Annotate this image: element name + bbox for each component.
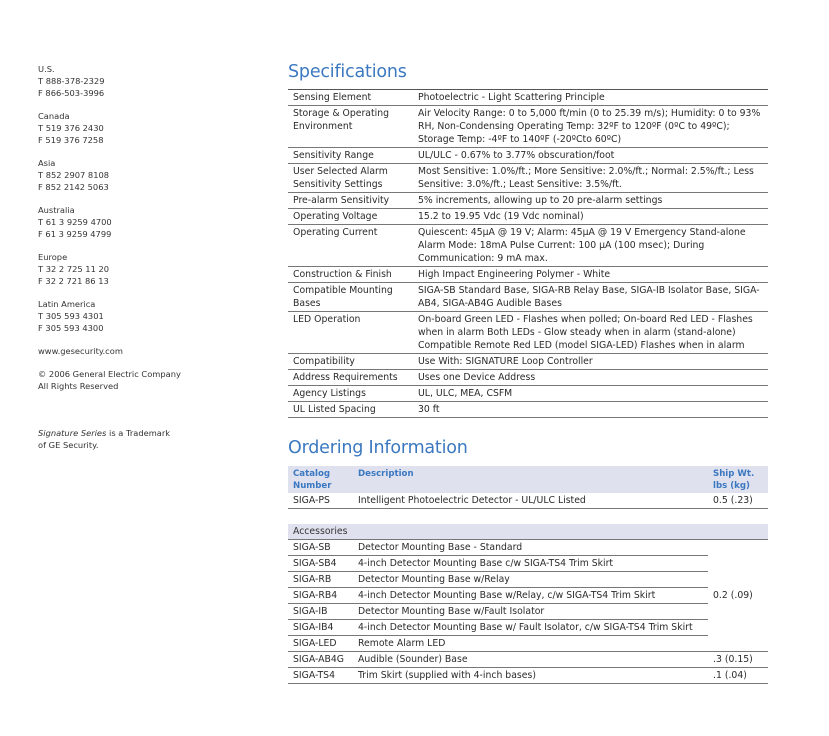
contact-phone: T 888-378-2329: [38, 76, 105, 86]
catalog-number: SIGA-IB: [288, 604, 353, 620]
spec-row: [288, 402, 768, 418]
accessory-row: [288, 652, 768, 668]
spec-value: 30 ft: [413, 402, 768, 418]
shared-ship-weight: 0.2 (.09): [708, 540, 768, 652]
contact-block: [38, 157, 208, 193]
spec-value: UL/ULC - 0.67% to 3.77% obscuration/foot: [413, 148, 768, 164]
spec-value: Air Velocity Range: 0 to 5,000 ft/min (0 to 25.39 m/s); Humidity: 0 to 93% RH, Non-Condensing Operating Temp: 32ºF to 120ºF (0ºC to 49ºC); Storage Temp: -4ºF to 140ºF (-20ºCto 60ºC): [413, 106, 768, 148]
contact-region: Europe: [38, 252, 68, 262]
spec-row: [288, 370, 768, 386]
accessory-row: [288, 556, 768, 572]
spec-label: User Selected Alarm Sensitivity Settings: [288, 164, 413, 193]
catalog-number: SIGA-SB4: [288, 556, 353, 572]
contact-sidebar: [38, 63, 208, 462]
contact-phone: T 852 2907 8108: [38, 170, 110, 180]
spec-label: LED Operation: [288, 312, 413, 354]
catalog-number: SIGA-PS: [288, 493, 353, 509]
trademark-name: Signature Series: [38, 428, 107, 438]
table-row: [288, 493, 768, 509]
description: Detector Mounting Base - Standard: [353, 540, 708, 556]
spec-label: Operating Voltage: [288, 209, 413, 225]
catalog-number: SIGA-LED: [288, 636, 353, 652]
accessory-row: [288, 636, 768, 652]
spec-value: Use With: SIGNATURE Loop Controller: [413, 354, 768, 370]
contact-block: [38, 110, 208, 146]
catalog-number: SIGA-IB4: [288, 620, 353, 636]
spec-value: 5% increments, allowing up to 20 pre-alarm settings: [413, 193, 768, 209]
spec-row: [288, 225, 768, 267]
ordering-header-row: [288, 466, 768, 493]
catalog-header-line2: Number: [293, 481, 332, 491]
ordering-table: [288, 466, 768, 684]
accessory-row: [288, 572, 768, 588]
description: Audible (Sounder) Base: [353, 652, 708, 668]
accessory-row: [288, 668, 768, 684]
spec-label: Compatibility: [288, 354, 413, 370]
contact-region: Latin America: [38, 299, 96, 309]
spec-label: Address Requirements: [288, 370, 413, 386]
website-link[interactable]: www.gesecurity.com: [38, 346, 123, 356]
weight-header-line1: Ship Wt.: [713, 469, 755, 479]
spec-value: Most Sensitive: 1.0%/ft.; More Sensitive: 2.0%/ft.; Normal: 2.5%/ft.; Less Sensitive: 3.0%/ft.; Least Sensitive: 3.5%/ft.: [413, 164, 768, 193]
contact-region: Asia: [38, 158, 56, 168]
catalog-number: SIGA-SB: [288, 540, 353, 556]
ship-weight: .3 (0.15): [708, 652, 768, 668]
accessory-row: [288, 540, 768, 556]
description: Detector Mounting Base w/Relay: [353, 572, 708, 588]
accessory-row: [288, 604, 768, 620]
contact-region: Australia: [38, 205, 75, 215]
spec-label: Sensitivity Range: [288, 148, 413, 164]
description: 4-inch Detector Mounting Base c/w SIGA-TS4 Trim Skirt: [353, 556, 708, 572]
description: Intelligent Photoelectric Detector - UL/ULC Listed: [353, 493, 708, 509]
catalog-number: SIGA-TS4: [288, 668, 353, 684]
contact-region: U.S.: [38, 64, 55, 74]
spec-label: Storage & Operating Environment: [288, 106, 413, 148]
spec-label: Pre-alarm Sensitivity: [288, 193, 413, 209]
contact-fax: F 519 376 7258: [38, 135, 104, 145]
spec-label: Sensing Element: [288, 90, 413, 106]
spec-row: [288, 164, 768, 193]
spec-row: [288, 193, 768, 209]
spacer: [288, 509, 768, 525]
contact-block: [38, 251, 208, 287]
trademark-note: [38, 427, 208, 451]
contact-fax: F 61 3 9259 4799: [38, 229, 112, 239]
spec-value: High Impact Engineering Polymer - White: [413, 267, 768, 283]
catalog-number: SIGA-RB4: [288, 588, 353, 604]
spec-row: [288, 90, 768, 106]
contact-fax: F 852 2142 5063: [38, 182, 109, 192]
trademark-text: is a Trademark: [106, 428, 171, 438]
description-header: Description: [353, 466, 708, 493]
spec-row: [288, 312, 768, 354]
accessories-label: Accessories: [288, 524, 768, 540]
spec-value: Photoelectric - Light Scattering Principle: [413, 90, 768, 106]
spec-row: [288, 283, 768, 312]
contact-fax: F 32 2 721 86 13: [38, 276, 109, 286]
description: Trim Skirt (supplied with 4-inch bases): [353, 668, 708, 684]
copyright: © 2006 General Electric Company: [38, 369, 181, 379]
spec-label: Construction & Finish: [288, 267, 413, 283]
spec-row: [288, 148, 768, 164]
spec-value: UL, ULC, MEA, CSFM: [413, 386, 768, 402]
contact-phone: T 61 3 9259 4700: [38, 217, 112, 227]
contact-region: Canada: [38, 111, 70, 121]
contact-block: [38, 204, 208, 240]
spec-label: Compatible Mounting Bases: [288, 283, 413, 312]
contact-fax: F 305 593 4300: [38, 323, 104, 333]
catalog-number: SIGA-AB4G: [288, 652, 353, 668]
spec-label: UL Listed Spacing: [288, 402, 413, 418]
description: 4-inch Detector Mounting Base w/ Fault Isolator, c/w SIGA-TS4 Trim Skirt: [353, 620, 708, 636]
contact-fax: F 866-503-3996: [38, 88, 105, 98]
weight-header: [708, 466, 768, 493]
spec-row: [288, 386, 768, 402]
spec-value: Quiescent: 45µA @ 19 V; Alarm: 45µA @ 19 V Emergency Stand-alone Alarm Mode: 18mA Pulse Current: 100 µA (100 msec); During Communication: 9 mA max.: [413, 225, 768, 267]
spec-row: [288, 209, 768, 225]
catalog-number: SIGA-RB: [288, 572, 353, 588]
catalog-header-line1: Catalog: [293, 469, 331, 479]
catalog-header: [288, 466, 353, 493]
description: Detector Mounting Base w/Fault Isolator: [353, 604, 708, 620]
accessory-row: [288, 588, 768, 604]
spec-row: [288, 106, 768, 148]
spec-row: [288, 354, 768, 370]
specifications-table: [288, 89, 768, 418]
contact-phone: T 305 593 4301: [38, 311, 104, 321]
contact-phone: T 519 376 2430: [38, 123, 104, 133]
specifications-heading: Specifications: [288, 62, 407, 82]
spec-value: Uses one Device Address: [413, 370, 768, 386]
spec-row: [288, 267, 768, 283]
spec-value: 15.2 to 19.95 Vdc (19 Vdc nominal): [413, 209, 768, 225]
spec-value: SIGA-SB Standard Base, SIGA-RB Relay Base, SIGA-IB Isolator Base, SIGA-AB4, SIGA-AB4G Audible Bases: [413, 283, 768, 312]
spec-value: On-board Green LED - Flashes when polled; On-board Red LED - Flashes when in alarm Both LEDs - Glow steady when in alarm (stand-alone) Compatible Remote Red LED (model SIGA-LED) Flashes when in alarm: [413, 312, 768, 354]
spec-label: Operating Current: [288, 225, 413, 267]
contact-block: [38, 63, 208, 99]
ship-weight: 0.5 (.23): [708, 493, 768, 509]
accessories-header-row: [288, 524, 768, 540]
ordering-heading: Ordering Information: [288, 438, 468, 458]
accessory-row: [288, 620, 768, 636]
contact-phone: T 32 2 725 11 20: [38, 264, 110, 274]
contact-block: [38, 298, 208, 334]
rights: All Rights Reserved: [38, 381, 119, 391]
description: Remote Alarm LED: [353, 636, 708, 652]
ship-weight: .1 (.04): [708, 668, 768, 684]
spec-label: Agency Listings: [288, 386, 413, 402]
description: 4-inch Detector Mounting Base w/Relay, c/w SIGA-TS4 Trim Skirt: [353, 588, 708, 604]
trademark-owner: of GE Security.: [38, 440, 99, 450]
weight-header-line2: lbs (kg): [713, 481, 750, 491]
